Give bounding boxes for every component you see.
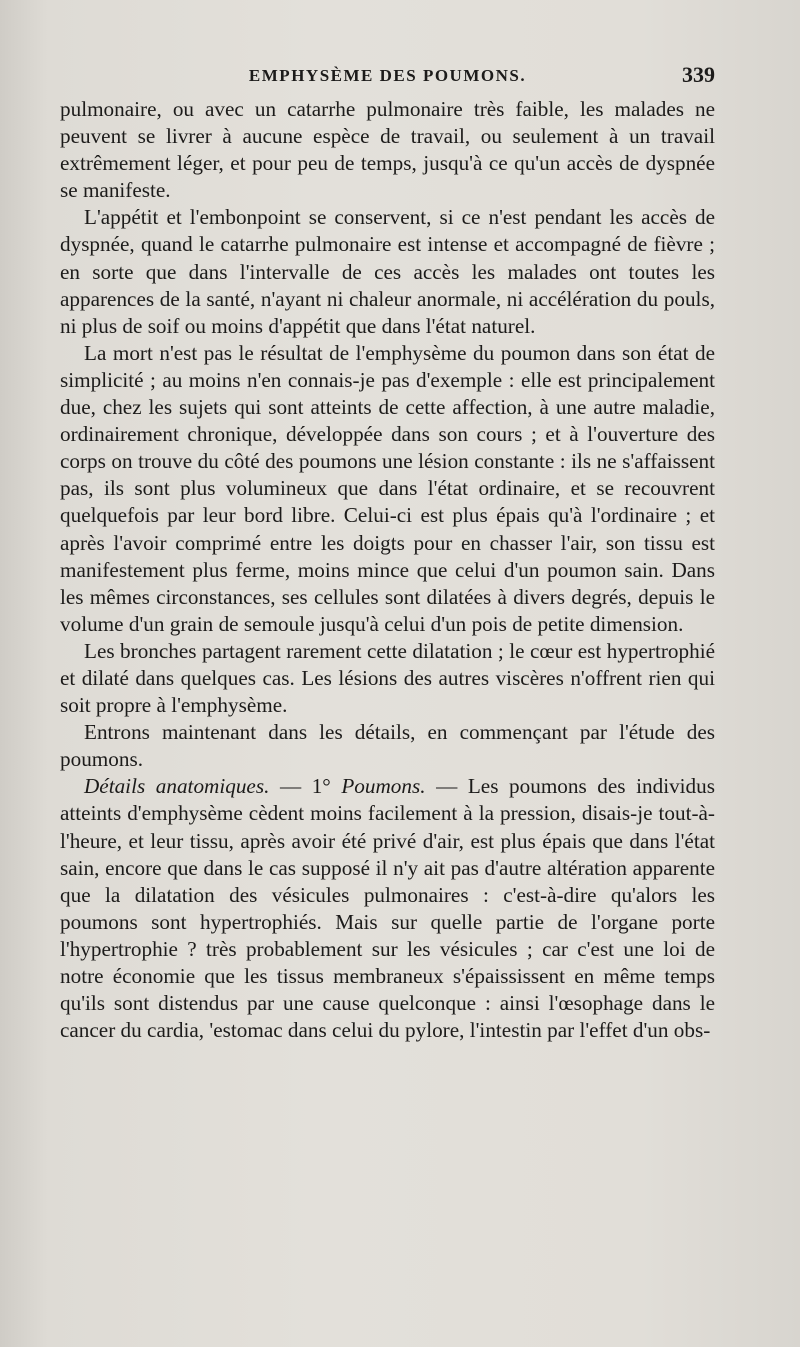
section-heading-anatomical-details: Détails anatomiques. [84, 774, 270, 799]
body-text [60, 96, 715, 1044]
paragraph-6-text: — Les poumons des individus atteints d'emphysème cèdent moins facilement à la pression, disais-je tout-à-l'heure, et leur tissu, après avoir été privé d'air, est plus épais que dans l'état sain, encore que dans le cas supposé il n'y ait pas d'autre altération apparente que la dilatation des vésicules pulmonaires : c'est-à-dire qu'alors les poumons sont hypertrophiés. Mais sur quelle partie de l'organe porte l'hypertrophie ? très probablement sur les vésicules ; car c'est une loi de notre économie que les tissus membraneux s'épaississent en même temps qu'ils sont distendus par une cause quelconque : ainsi l'œsophage dans le cancer du cardia, 'estomac dans celui du pylore, l'intestin par l'effet d'un obs- [60, 774, 715, 1043]
section-heading-lungs: Poumons. [341, 774, 426, 799]
page-header [60, 62, 715, 92]
paragraph-5: Entrons maintenant dans les détails, en commençant par l'étude des poumons. [60, 720, 715, 772]
running-title: EMPHYSÈME DES POUMONS. [248, 66, 527, 85]
paragraph-1: pulmonaire, ou avec un catarrhe pulmonaire très faible, les malades ne peuvent se livrer à aucune espèce de travail, ou seulement à un travail extrêmement léger, et pour peu de temps, jusqu'à ce qu'un accès de dyspnée se manifeste. [60, 97, 715, 203]
paragraph-3: La mort n'est pas le résultat de l'emphysème du poumon dans son état de simplicité ; au moins n'en connais-je pas d'exemple : elle est principalement due, chez les sujets qui sont atteints de cette affection, à une autre maladie, ordinairement chronique, développée dans son cours ; et à l'ouverture des corps on trouve du côté des poumons une lésion constante : ils ne s'affaissent pas, ils sont plus volumineux que dans l'état ordinaire, et se recouvrent quelquefois par leur bord libre. Celui-ci est plus épais qu'à l'ordinaire ; et après l'avoir comprimé entre les doigts pour en chasser l'air, son tissu est manifestement plus ferme, moins mince que celui d'un poumon sain. Dans les mêmes circonstances, ses cellules sont dilatées à divers degrés, depuis le volume d'un grain de semoule jusqu'à celui d'un pois de petite dimension. [60, 340, 715, 636]
dash-number: — 1° [269, 774, 342, 799]
paragraph-4: Les bronches partagent rarement cette dilatation ; le cœur est hypertrophié et dilaté dans quelques cas. Les lésions des autres viscères n'offrent rien qui soit propre à l'emphysème. [60, 638, 715, 718]
paragraph-6 [60, 773, 715, 1044]
paragraph-2: L'appétit et l'embonpoint se conservent, si ce n'est pendant les accès de dyspnée, quand le catarrhe pulmonaire est intense et accompagné de fièvre ; en sorte que dans l'intervalle de ces accès les malades ont toutes les apparences de la santé, n'ayant ni chaleur anormale, ni accélération du pouls, ni plus de soif ou moins d'appétit que dans l'état naturel. [60, 205, 715, 338]
page-number: 339 [682, 62, 715, 87]
